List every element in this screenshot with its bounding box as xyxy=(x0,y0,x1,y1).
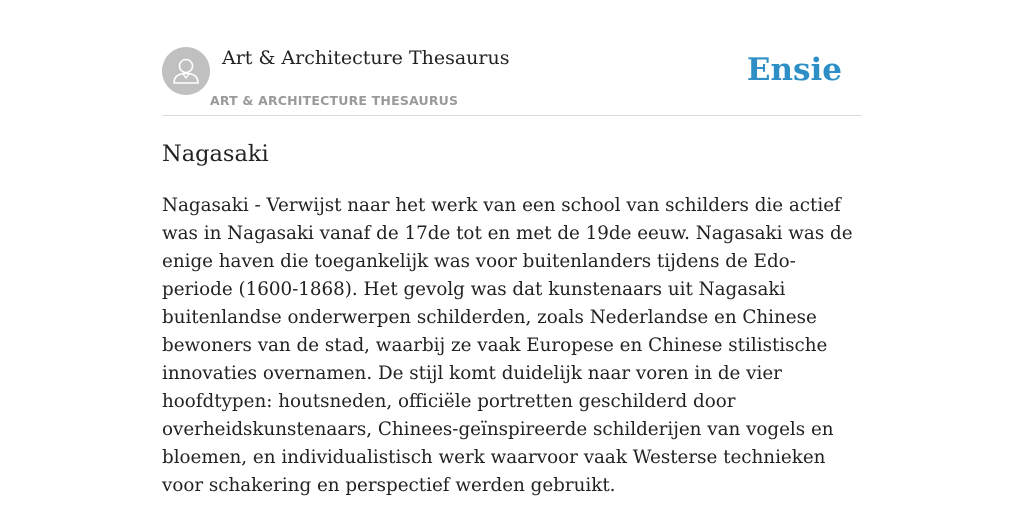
definition-text: Nagasaki - Verwijst naar het werk van een school van schilders die actief was in Nagasaki vanaf de 17de tot en met de 19de eeuw. Nagasaki was de enige haven die toegankelijk was voor buitenlanders tijdens de Edo-periode (1600-1868). Het gevolg was dat kunstenaars uit Nagasaki buitenlandse onderwerpen schilderden, zoals Nederlandse en Chinese bewoners van de stad, waarbij ze vaak Europese en Chinese stilistische innovaties overnamen. De stijl komt duidelijk naar voren in de vier hoofdtypen: houtsneden, officiële portretten geschilderd door overheidskunstenaars, Chinees-geïnspireerde schilderijen van vogels en bloemen, en individualistisch werk waarvoor vaak Westerse technieken voor schakering en perspectief werden gebruikt. xyxy=(162,195,853,496)
header xyxy=(162,0,862,116)
brand-logo[interactable]: Ensie xyxy=(746,52,842,88)
user-icon xyxy=(162,47,210,95)
page-title: Nagasaki xyxy=(162,141,269,167)
avatar[interactable] xyxy=(162,47,210,95)
source-subtitle[interactable]: ART & ARCHITECTURE THESAURUS xyxy=(210,93,459,108)
source-title[interactable]: Art & Architecture Thesaurus xyxy=(222,47,510,69)
entry-card xyxy=(162,0,862,512)
